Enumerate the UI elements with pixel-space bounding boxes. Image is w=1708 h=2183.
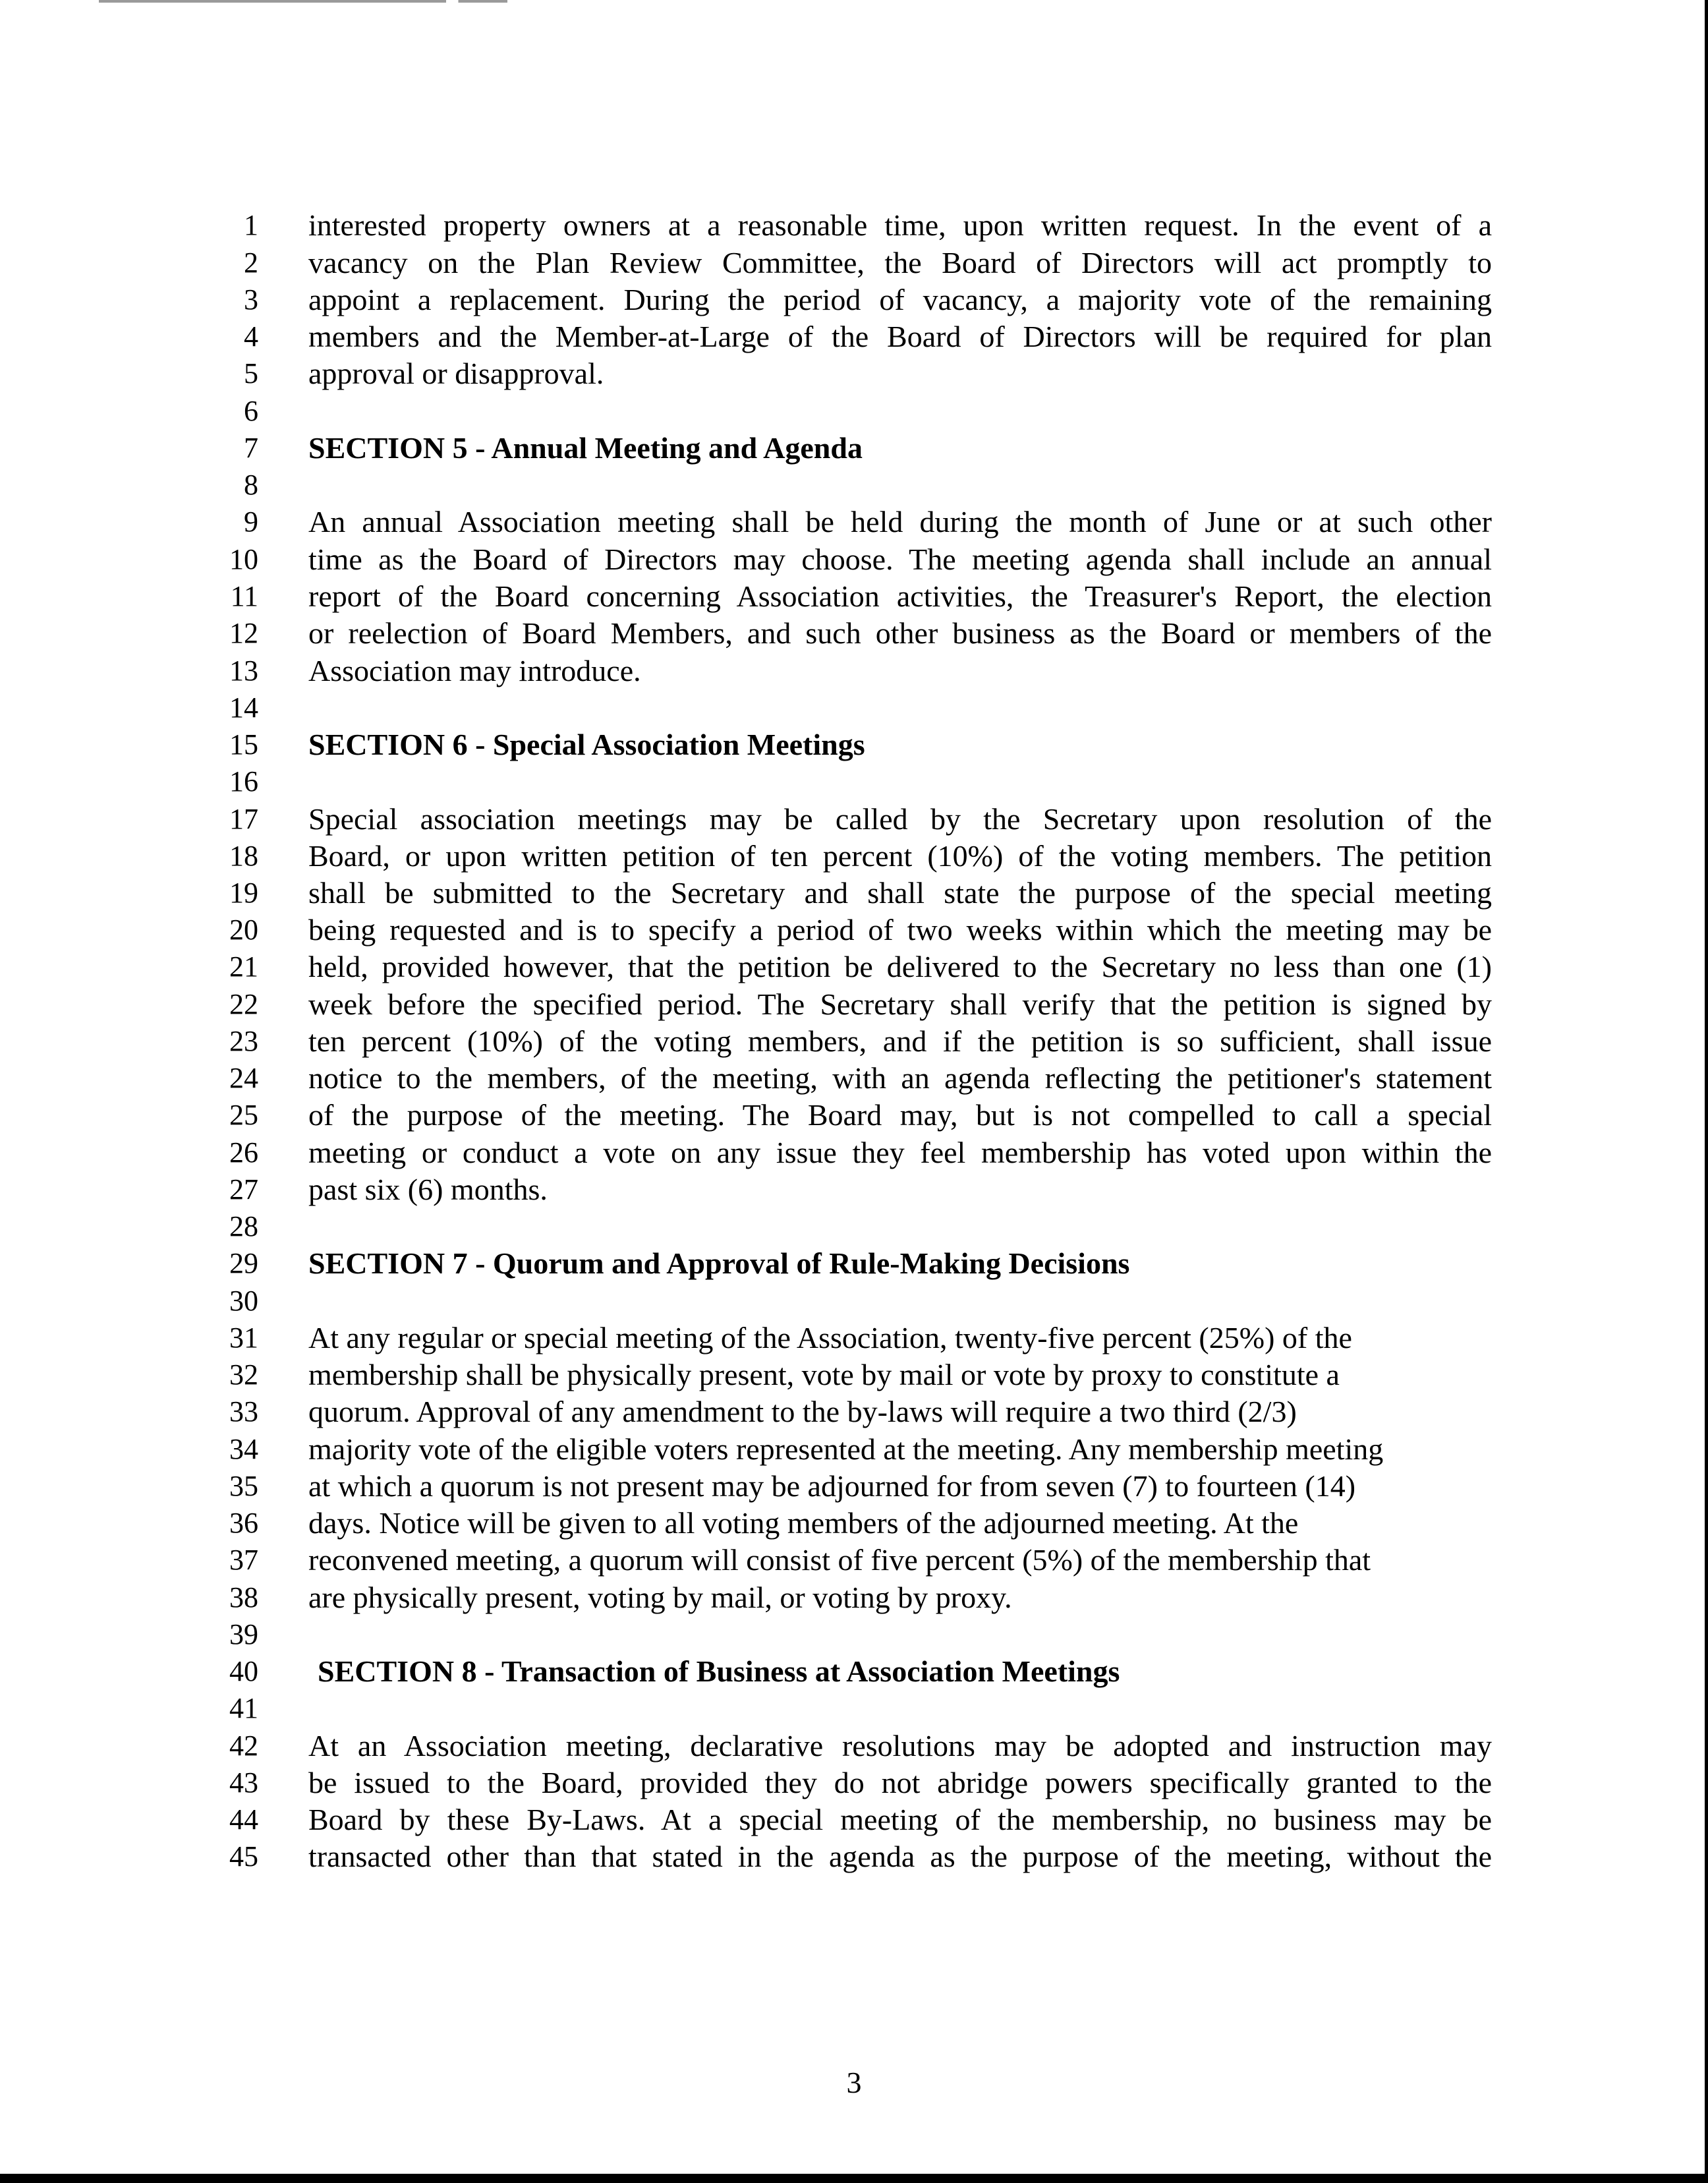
document-line	[0, 762, 1708, 801]
line-text: approval or disapproval.	[308, 357, 604, 390]
line-text: past six (6) months.	[308, 1173, 548, 1206]
page-number: 3	[846, 2066, 862, 2099]
document-line	[0, 1652, 1708, 1691]
scan-artifact-top	[99, 0, 507, 3]
line-number: 34	[229, 1433, 258, 1465]
line-text: week before the specified period. The Secretary shall verify that the petition is signed by	[308, 987, 1492, 1021]
line-number: 1	[244, 209, 258, 241]
line-text: notice to the members, of the meeting, with an agenda reflecting the petitioner's statement	[308, 1061, 1492, 1095]
line-text: ten percent (10%) of the voting members, and if the petition is so sufficient, shall issue	[308, 1024, 1492, 1058]
line-text: vacancy on the Plan Review Committee, the Board of Directors will act promptly to	[308, 246, 1492, 279]
document-line	[0, 725, 1708, 765]
document-line	[0, 614, 1708, 653]
document-line	[0, 688, 1708, 728]
line-number: 26	[229, 1136, 258, 1169]
document-line	[0, 910, 1708, 950]
line-number: 24	[229, 1062, 258, 1094]
line-number: 42	[229, 1730, 258, 1762]
scan-edge-bottom	[0, 2174, 1708, 2183]
line-text: quorum. Approval of any amendment to the by-laws will require a two third (2/3)	[308, 1395, 1297, 1428]
line-number: 40	[229, 1655, 258, 1687]
document-line	[0, 465, 1708, 505]
line-text: members and the Member-at-Large of the Board of Directors will be required for plan	[308, 320, 1492, 353]
document-line	[0, 1503, 1708, 1543]
line-number: 18	[229, 840, 258, 872]
document-line	[0, 317, 1708, 357]
section-heading: SECTION 8 - Transaction of Business at Association Meetings	[318, 1654, 1120, 1688]
document-line	[0, 1763, 1708, 1803]
document-line	[0, 1430, 1708, 1469]
document-line	[0, 577, 1708, 616]
line-text: time as the Board of Directors may choose. The meeting agenda shall include an annual	[308, 542, 1492, 576]
line-number: 32	[229, 1358, 258, 1391]
line-number: 6	[244, 395, 258, 427]
document-line	[0, 1615, 1708, 1654]
line-text: report of the Board concerning Association activities, the Treasurer's Report, the election	[308, 579, 1492, 613]
line-number: 33	[229, 1395, 258, 1428]
document-line	[0, 502, 1708, 542]
document-line	[0, 1095, 1708, 1135]
line-text: Board by these By-Laws. At a special meeting of the membership, no business may be	[308, 1803, 1492, 1836]
line-number: 20	[229, 914, 258, 946]
line-text: Special association meetings may be called by the Secretary upon resolution of the	[308, 802, 1492, 836]
document-line	[0, 280, 1708, 320]
line-number: 2	[244, 247, 258, 279]
line-number: 9	[244, 506, 258, 538]
document-line	[0, 1355, 1708, 1395]
line-number: 35	[229, 1470, 258, 1502]
document-line	[0, 354, 1708, 393]
line-text: transacted other than that stated in the agenda as the purpose of the meeting, without the	[308, 1840, 1492, 1873]
line-text: be issued to the Board, provided they do not abridge powers specifically granted to the	[308, 1766, 1492, 1799]
line-text: An annual Association meeting shall be held during the month of June or at such other	[308, 505, 1492, 538]
line-number: 14	[229, 691, 258, 724]
line-number: 4	[244, 320, 258, 353]
line-number: 45	[229, 1840, 258, 1873]
line-number: 15	[229, 728, 258, 761]
document-line	[0, 1133, 1708, 1173]
document-line	[0, 243, 1708, 283]
line-text: or reelection of Board Members, and such other business as the Board or members of the	[308, 616, 1492, 650]
document-line	[0, 392, 1708, 431]
line-number: 44	[229, 1803, 258, 1836]
document-line	[0, 873, 1708, 913]
line-text: appoint a replacement. During the period of vacancy, a majority vote of the remaining	[308, 283, 1492, 316]
line-number: 3	[244, 283, 258, 316]
line-number: 10	[229, 543, 258, 575]
document-line	[0, 1578, 1708, 1617]
line-number: 25	[229, 1099, 258, 1131]
line-number: 19	[229, 877, 258, 909]
section-heading: SECTION 6 - Special Association Meetings	[308, 728, 865, 761]
document-line	[0, 1207, 1708, 1246]
line-text: membership shall be physically present, vote by mail or vote by proxy to constitute a	[308, 1358, 1340, 1391]
line-text: of the purpose of the meeting. The Board may, but is not compelled to call a special	[308, 1098, 1492, 1132]
line-number: 8	[244, 469, 258, 501]
line-number: 21	[229, 950, 258, 983]
document-line	[0, 1689, 1708, 1728]
line-text: Association may introduce.	[308, 654, 641, 687]
line-number: 36	[229, 1507, 258, 1539]
line-number: 29	[229, 1247, 258, 1279]
line-number: 38	[229, 1581, 258, 1614]
line-number: 22	[229, 988, 258, 1020]
line-number: 37	[229, 1544, 258, 1576]
line-number: 41	[229, 1692, 258, 1724]
document-line	[0, 1281, 1708, 1321]
line-text: being requested and is to specify a period of two weeks within which the meeting may be	[308, 913, 1492, 946]
line-text: are physically present, voting by mail, or voting by proxy.	[308, 1581, 1012, 1614]
document-line	[0, 1022, 1708, 1061]
document-line	[0, 428, 1708, 468]
document-line	[0, 1540, 1708, 1580]
line-number: 23	[229, 1025, 258, 1057]
line-number: 30	[229, 1285, 258, 1317]
document-line	[0, 1170, 1708, 1209]
line-text: held, provided however, that the petition be delivered to the Secretary no less than one (1)	[308, 950, 1492, 983]
line-text: interested property owners at a reasonable time, upon written request. In the event of a	[308, 208, 1492, 242]
document-line	[0, 540, 1708, 579]
line-text: at which a quorum is not present may be adjourned for from seven (7) to fourteen (14)	[308, 1469, 1356, 1503]
document-line	[0, 1800, 1708, 1840]
line-number: 39	[229, 1618, 258, 1650]
line-text: At an Association meeting, declarative resolutions may be adopted and instruction may	[308, 1729, 1492, 1762]
document-line	[0, 1726, 1708, 1766]
document-line	[0, 985, 1708, 1024]
document-line	[0, 947, 1708, 987]
line-number: 12	[229, 617, 258, 649]
line-number: 7	[244, 432, 258, 464]
line-number: 28	[229, 1210, 258, 1242]
document-line	[0, 1244, 1708, 1283]
line-text: majority vote of the eligible voters represented at the meeting. Any membership meeting	[308, 1432, 1384, 1466]
line-number: 17	[229, 803, 258, 835]
document-line	[0, 1318, 1708, 1358]
line-text: Board, or upon written petition of ten percent (10%) of the voting members. The petition	[308, 839, 1492, 873]
document-line	[0, 800, 1708, 839]
document-line	[0, 1392, 1708, 1432]
line-text: reconvened meeting, a quorum will consist of five percent (5%) of the membership that	[308, 1543, 1371, 1577]
document-line	[0, 651, 1708, 691]
line-number: 13	[229, 655, 258, 687]
line-number: 27	[229, 1173, 258, 1206]
line-text: At any regular or special meeting of the Association, twenty-five percent (25%) of the	[308, 1321, 1352, 1354]
line-text: meeting or conduct a vote on any issue they feel membership has voted upon within the	[308, 1136, 1492, 1169]
document-line	[0, 1059, 1708, 1098]
document-line	[0, 1467, 1708, 1506]
line-number: 5	[244, 357, 258, 390]
document-line	[0, 1837, 1708, 1877]
document-line	[0, 206, 1708, 245]
line-number: 43	[229, 1766, 258, 1799]
line-text: days. Notice will be given to all voting members of the adjourned meeting. At the	[308, 1506, 1299, 1540]
line-number: 31	[229, 1322, 258, 1354]
line-number: 11	[230, 580, 258, 612]
line-number: 16	[229, 765, 258, 798]
document-line	[0, 836, 1708, 876]
section-heading: SECTION 5 - Annual Meeting and Agenda	[308, 431, 863, 465]
line-text: shall be submitted to the Secretary and shall state the purpose of the special meeting	[308, 876, 1492, 910]
section-heading: SECTION 7 - Quorum and Approval of Rule-Making Decisions	[308, 1246, 1130, 1280]
